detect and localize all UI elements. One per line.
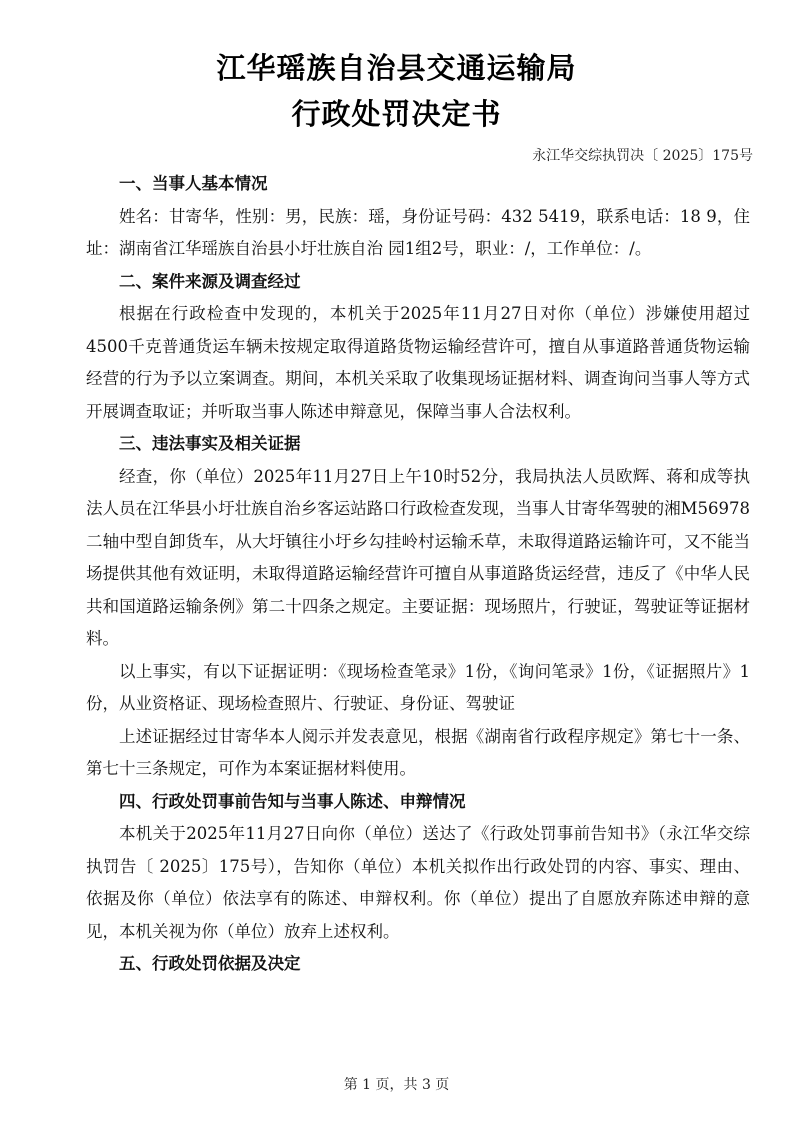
section-heading: 二、案件来源及调查经过 — [119, 271, 301, 291]
document-title-type: 行政处罚决定书 — [291, 97, 502, 131]
party-info-paragraph: 姓名：甘寄华，性别：男，民族：瑶，身份证号码：432 5419，联系电话：18 9，住址：湖南省江华瑶族自治县小圩壮族自治 园1组2号，职业：/，工作单位：/。 — [86, 206, 750, 258]
document-number: 永江华交综执罚决〔 2025〕175号 — [532, 148, 753, 164]
section-heading: 五、行政处罚依据及决定 — [119, 954, 301, 973]
section-heading: 三、违法事实及相关证据 — [119, 434, 301, 453]
evidence-review-paragraph: 上述证据经过甘寄华本人阅示并发表意见，根据《湖南省行政程序规定》第七十一条、第七十三条规定，可作为本案证据材料使用。 — [86, 726, 750, 778]
section-heading: 一、当事人基本情况 — [119, 174, 268, 193]
page-number: 第 1 页，共 3 页 — [343, 1077, 450, 1093]
document-title-agency: 江华瑶族自治县交通运输局 — [216, 51, 577, 85]
document-body — [86, 168, 750, 981]
evidence-list-paragraph: 以上事实，有以下证据证明：《现场检查笔录》1份，《询问笔录》1份，《证据照片》1份，从业资格证、现场检查照片、行驶证、身份证、驾驶证 — [86, 661, 750, 713]
section-heading: 四、行政处罚事前告知与当事人陈述、申辩情况 — [119, 791, 466, 811]
violation-facts-paragraph: 经查，你（单位）2025年11月27日上午10时52分，我局执法人员欧辉、蒋和成等执法人员在江华县小圩壮族自治乡客运站路口行政检查发现，当事人甘寄华驾驶的湘M56978二轴中型自卸货车，从大圩镇往小圩乡勾挂岭村运输禾草，未取得道路运输许可，又不能当场提供其他有效证明，未取得道路运输经营许可擅自从事道路货运经营，违反了《中华人民共和国道路运输条例》第二十四条之规定。主要证据：现场照片，行驶证，驾驶证等证据材料。 — [86, 466, 750, 648]
notice-paragraph: 本机关于2025年11月27日向你（单位）送达了《行政处罚事前告知书》（永江华交综执罚告〔 2025〕175号），告知你（单位）本机关拟作出行政处罚的内容、事实、理由、依据及你（单位）依法享有的陈述、申辩权利。你（单位）提出了自愿放弃陈述申辩的意见，本机关视为你（单位）放弃上述权利。 — [86, 824, 750, 941]
case-source-paragraph: 根据在行政检查中发现的，本机关于2025年11月27日对你（单位）涉嫌使用超过4500千克普通货运车辆未按规定取得道路货物运输经营许可，擅自从事道路普通货物运输经营的行为予以立案调查。期间，本机关采取了收集现场证据材料、调查询问当事人等方式开展调查取证；并听取当事人陈述申辩意见，保障当事人合法权利。 — [86, 304, 750, 421]
